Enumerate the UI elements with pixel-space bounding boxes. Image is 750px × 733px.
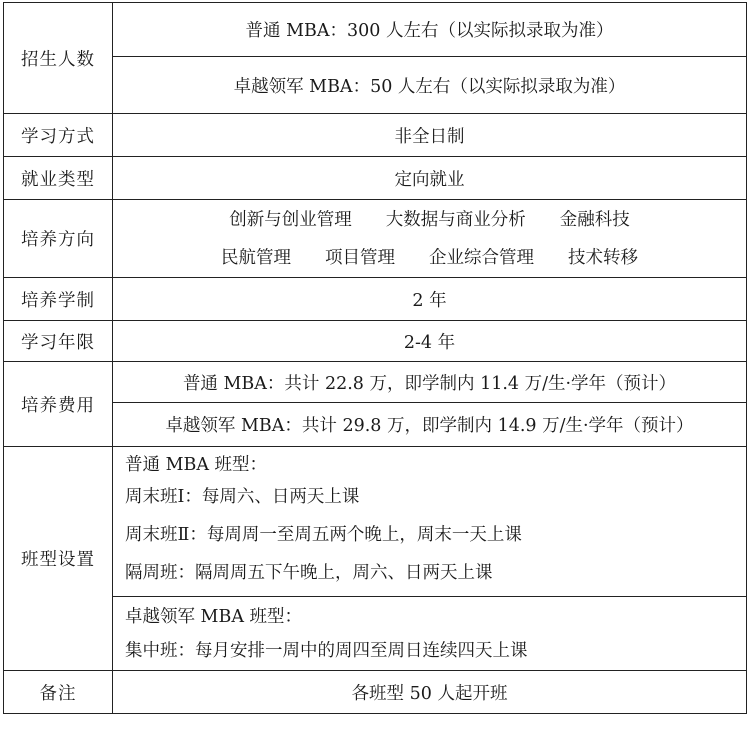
table-row (4, 57, 747, 114)
table-row (4, 321, 747, 362)
direction-item: 创新与创业管理 (229, 209, 352, 230)
classes-label: 班型设置 (4, 447, 113, 671)
fees-label: 培养费用 (4, 362, 113, 447)
table-row (4, 3, 747, 57)
direction-item: 技术转移 (568, 247, 638, 268)
table-row (4, 362, 747, 403)
direction-item: 大数据与商业分析 (385, 209, 526, 230)
study-mode-value: 非全日制 (113, 114, 747, 157)
duration-label: 培养学制 (4, 278, 113, 321)
class-item: 集中班：每月安排一周中的周四至周日连续四天上课 (125, 640, 528, 661)
fees-regular: 普通 MBA：共计 22.8 万，即学制内 11.4 万/生·学年（预计） (113, 362, 747, 403)
direction-cell (113, 200, 747, 278)
classes-leader-cell (113, 597, 747, 671)
years-label: 学习年限 (4, 321, 113, 362)
class-item: 隔周班：隔周周五下午晚上，周六、日两天上课 (125, 562, 493, 583)
employment-value: 定向就业 (113, 157, 747, 200)
table-row (4, 447, 747, 597)
direction-item: 企业综合管理 (429, 247, 534, 268)
table-row (4, 114, 747, 157)
table-row (4, 597, 747, 671)
class-item: 周末班Ⅰ：每周六、日两天上课 (125, 486, 360, 507)
table-row (4, 157, 747, 200)
table-row (4, 278, 747, 321)
direction-item: 民航管理 (221, 247, 291, 268)
classes-regular-title: 普通 MBA 班型： (125, 454, 268, 475)
notes-label: 备注 (4, 671, 113, 714)
enrollment-leader: 卓越领军 MBA：50 人左右（以实际拟录取为准） (113, 57, 747, 114)
direction-item: 金融科技 (559, 209, 630, 230)
direction-item: 项目管理 (325, 247, 395, 268)
notes-value: 各班型 50 人起开班 (113, 671, 747, 714)
class-item: 周末班Ⅱ：每周周一至周五两个晚上，周末一天上课 (125, 524, 522, 545)
fees-leader: 卓越领军 MBA：共计 29.8 万，即学制内 14.9 万/生·学年（预计） (113, 403, 747, 447)
direction-line-1 (113, 201, 746, 239)
enrollment-regular: 普通 MBA：300 人左右（以实际拟录取为准） (113, 3, 747, 57)
classes-leader-title: 卓越领军 MBA 班型： (125, 606, 303, 627)
years-value: 2-4 年 (113, 321, 747, 362)
direction-line-2 (113, 239, 746, 277)
enrollment-label: 招生人数 (4, 3, 113, 114)
mba-info-table (3, 2, 747, 714)
table-row (4, 200, 747, 278)
classes-regular-cell (113, 447, 747, 597)
study-mode-label: 学习方式 (4, 114, 113, 157)
table-row (4, 403, 747, 447)
employment-label: 就业类型 (4, 157, 113, 200)
table-row (4, 671, 747, 714)
duration-value: 2 年 (113, 278, 747, 321)
direction-label: 培养方向 (4, 200, 113, 278)
